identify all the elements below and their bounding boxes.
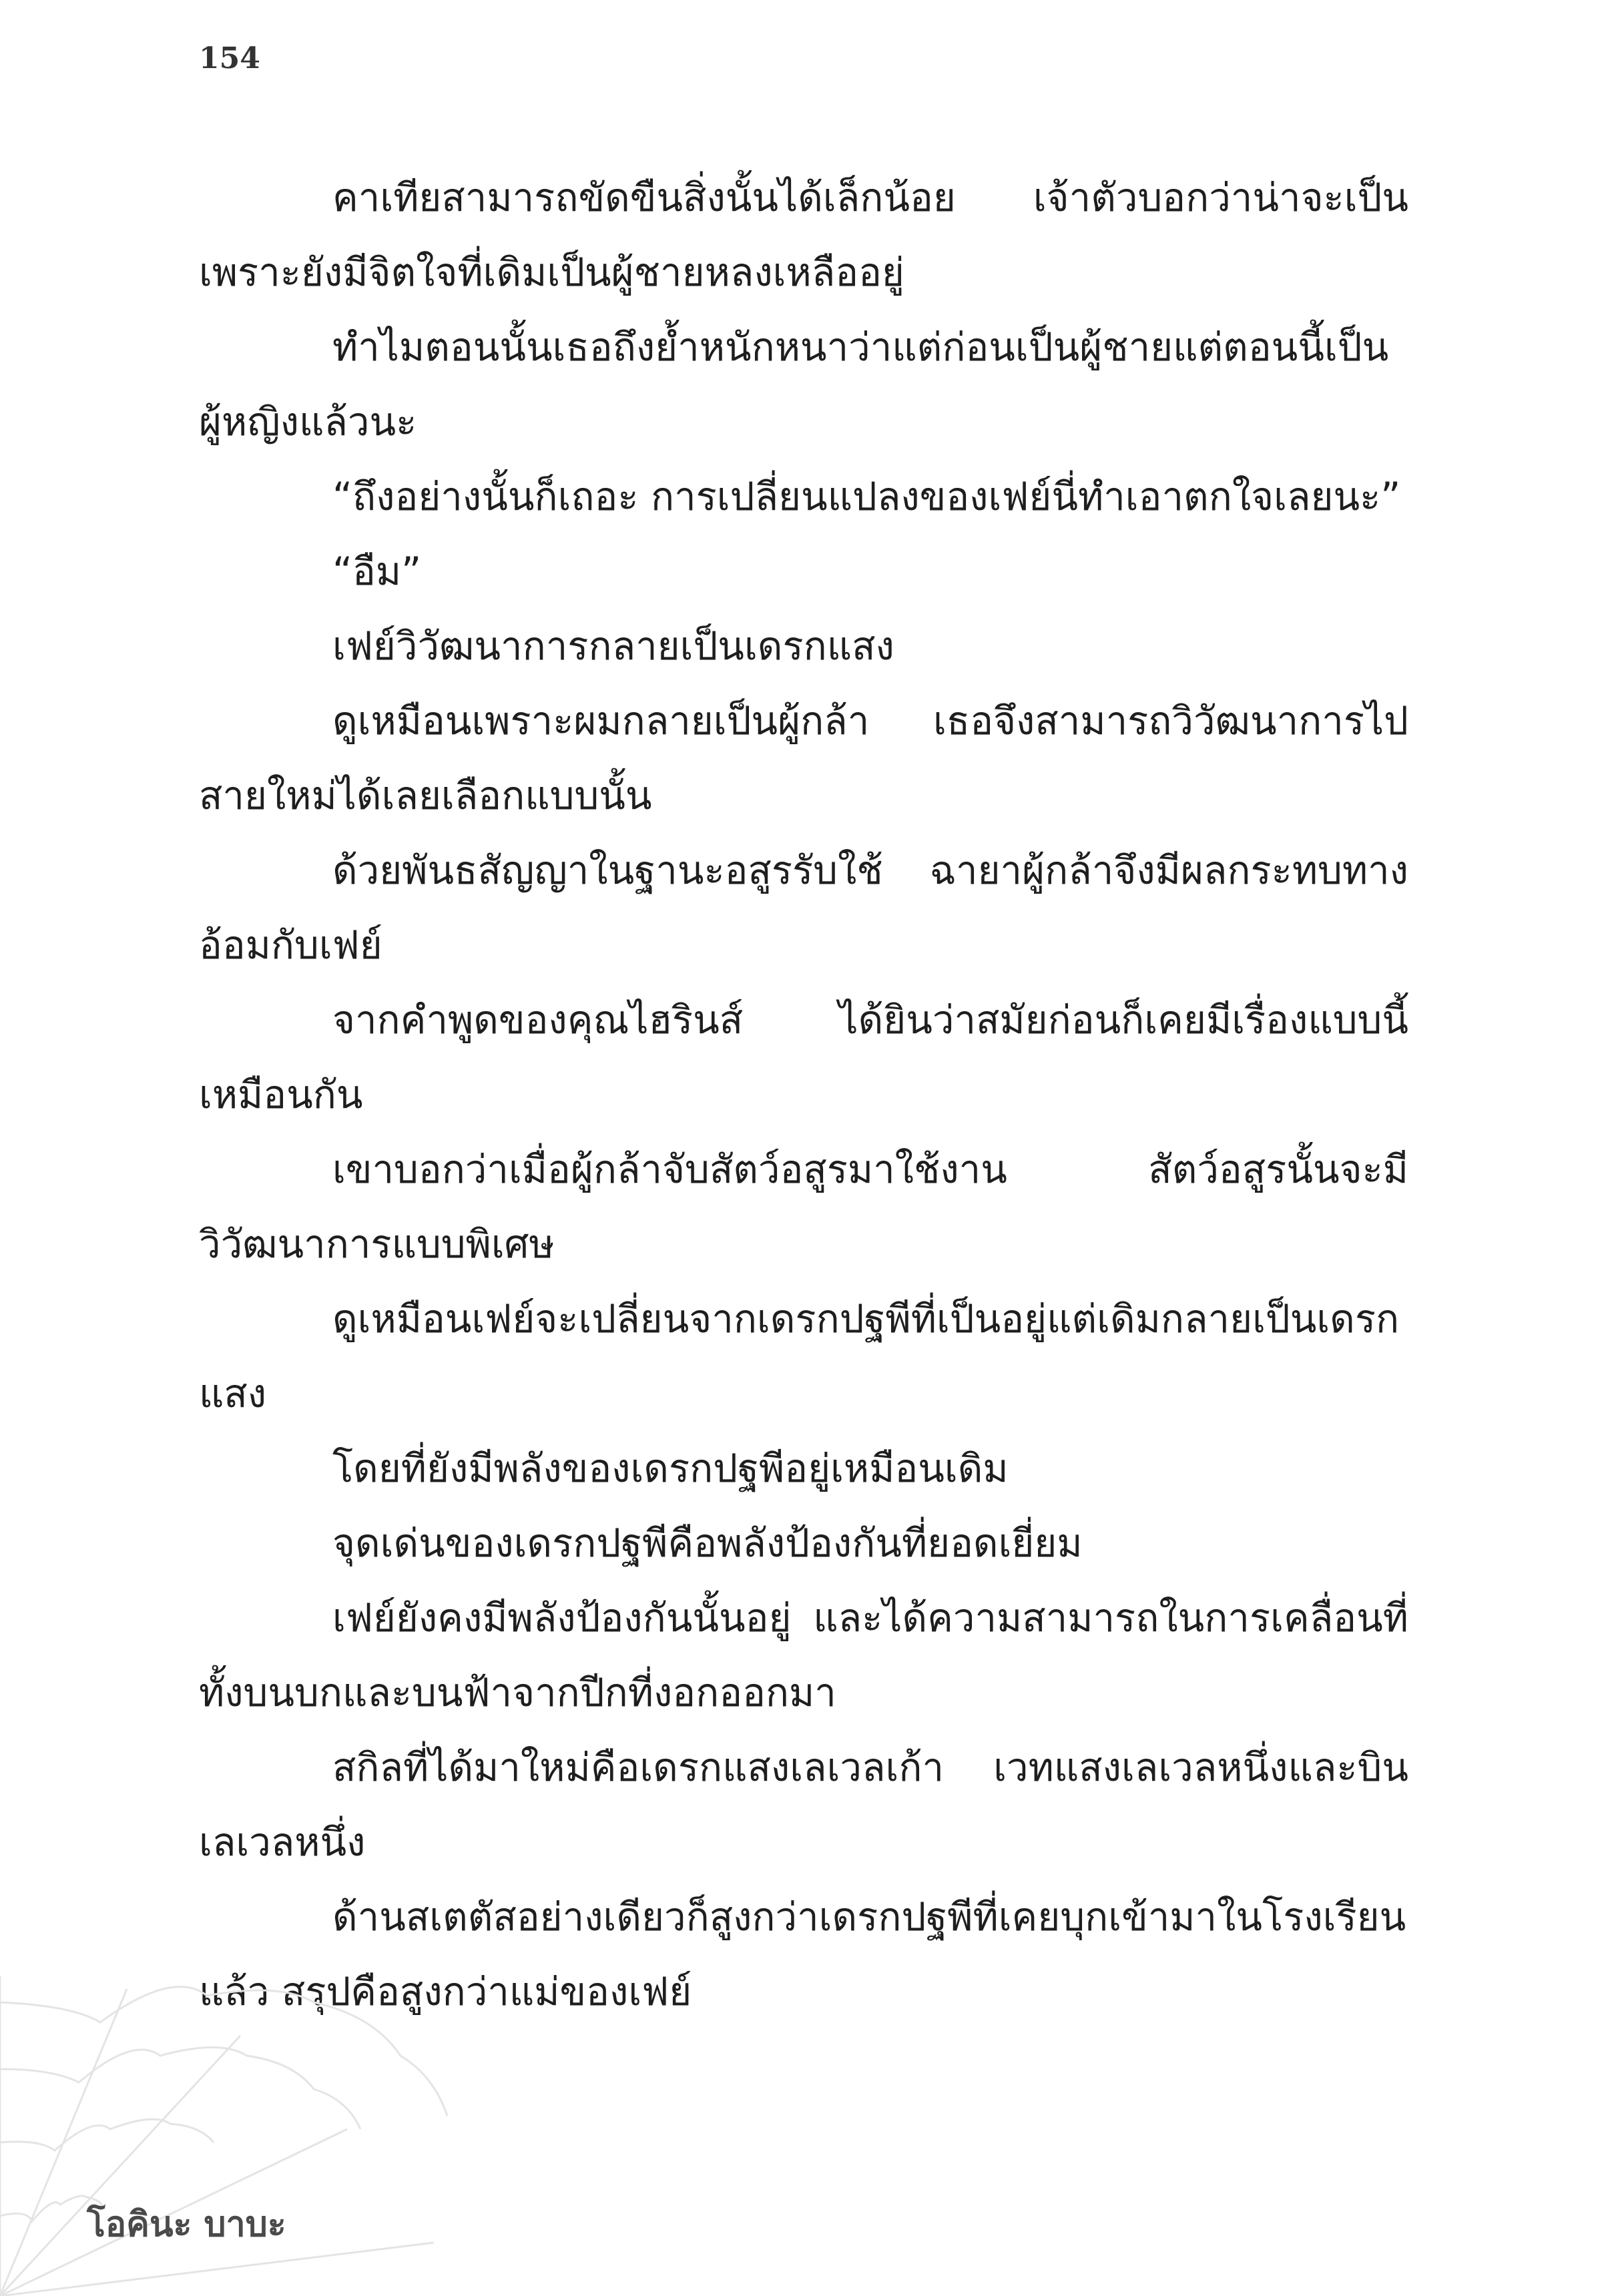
- paragraph: เฟย์ยังคงมีพลังป้องกันนั้นอยู่ และได้ความสามารถในการเคลื่อนที่ทั้งบนบกและบนฟ้าจากปีกที่งอกออกมา: [199, 1595, 1408, 1715]
- paragraph: ด้านสเตตัสอย่างเดียวก็สูงกว่าเดรกปฐพีที่เคยบุกเข้ามาในโรงเรียนแล้ว สรุปคือสูงกว่าแม่ของเฟย์: [199, 1894, 1406, 2014]
- paragraph: โดยที่ยังมีพลังของเดรกปฐพีอยู่เหมือนเดิม: [332, 1446, 1009, 1491]
- body-text: [199, 160, 1408, 2029]
- paragraph: จุดเด่นของเดรกปฐพีคือพลังป้องกันที่ยอดเยี่ยม: [332, 1520, 1083, 1566]
- paragraph: คาเทียสามารถขัดขืนสิ่งนั้นได้เล็กน้อย เจ้าตัวบอกว่าน่าจะเป็นเพราะยังมีจิตใจที่เดิมเป็นผู้ชายหลงเหลืออยู่: [199, 175, 1408, 295]
- paragraph: ทำไมตอนนั้นเธอถึงย้ำหนักหนาว่าแต่ก่อนเป็นผู้ชายแต่ตอนนี้เป็นผู้หญิงแล้วนะ: [199, 324, 1389, 445]
- paragraph: จากคำพูดของคุณไฮรินส์ ได้ยินว่าสมัยก่อนก็เคยมีเรื่องแบบนี้เหมือนกัน: [199, 997, 1408, 1117]
- author-name: โอคินะ บาบะ: [87, 2205, 286, 2245]
- paragraph: เขาบอกว่าเมื่อผู้กล้าจับสัตว์อสูรมาใช้งาน สัตว์อสูรนั้นจะมีวิวัฒนาการแบบพิเศษ: [199, 1147, 1408, 1267]
- paragraph: ดูเหมือนเฟย์จะเปลี่ยนจากเดรกปฐพีที่เป็นอยู่แต่เดิมกลายเป็นเดรกแสง: [199, 1296, 1400, 1416]
- page-number: 154: [199, 41, 260, 75]
- paragraph: “ถึงอย่างนั้นก็เถอะ การเปลี่ยนแปลงของเฟย์นี่ทำเอาตกใจเลยนะ”: [332, 474, 1401, 519]
- paragraph: เฟย์วิวัฒนาการกลายเป็นเดรกแสง: [332, 623, 894, 669]
- paragraph: สกิลที่ได้มาใหม่คือเดรกแสงเลเวลเก้า เวทแสงเลเวลหนึ่งและบินเลเวลหนึ่ง: [199, 1745, 1408, 1865]
- paragraph: ดูเหมือนเพราะผมกลายเป็นผู้กล้า เธอจึงสามารถวิวัฒนาการไปสายใหม่ได้เลยเลือกแบบนั้น: [199, 698, 1408, 818]
- paragraph: ด้วยพันธสัญญาในฐานะอสูรรับใช้ ฉายาผู้กล้าจึงมีผลกระทบทางอ้อมกับเฟย์: [199, 848, 1408, 968]
- paragraph: “อืม”: [332, 549, 422, 594]
